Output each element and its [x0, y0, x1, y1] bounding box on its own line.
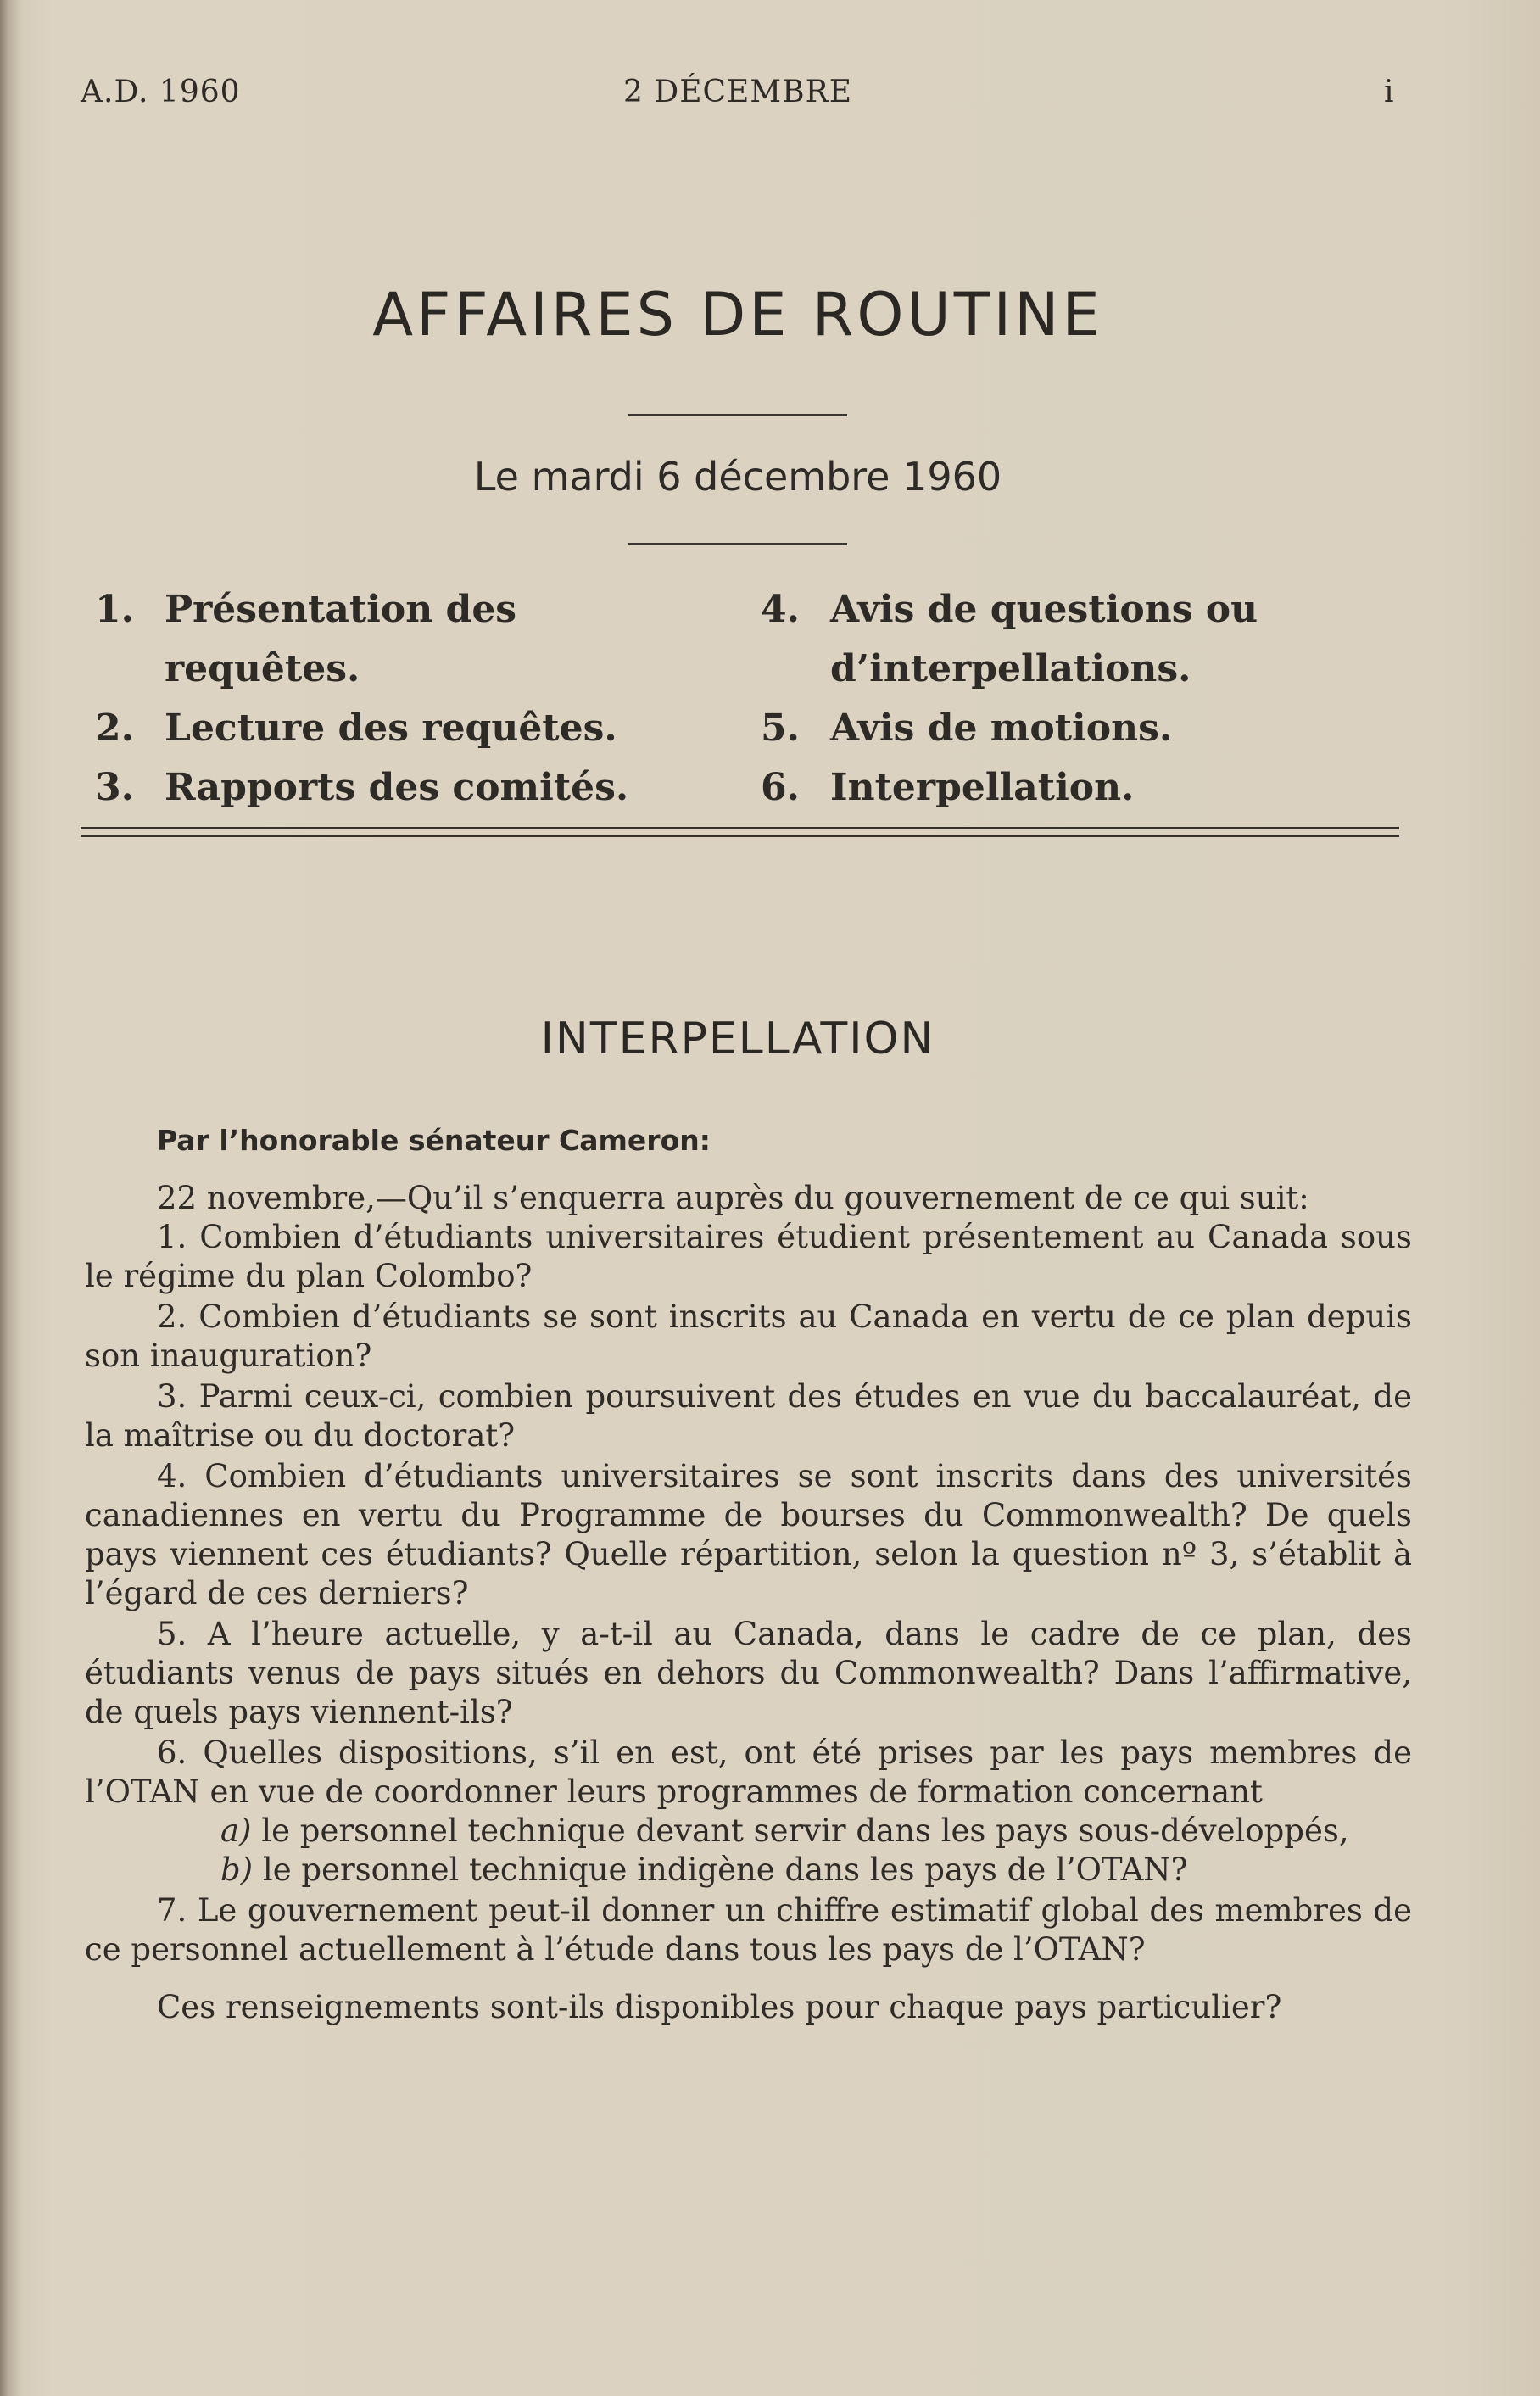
rule-line — [81, 835, 1399, 837]
byline: Par l’honorable sénateur Cameron: — [157, 1124, 711, 1157]
agenda-item-number: 1. — [95, 588, 134, 631]
agenda-column-right — [761, 580, 1405, 818]
agenda-item-text: Lecture des requêtes. — [165, 707, 617, 750]
section-heading: INTERPELLATION — [540, 1014, 935, 1064]
interpellation-body — [85, 1179, 1412, 2027]
header-year: A.D. 1960 — [81, 75, 241, 109]
agenda-item-number: 5. — [761, 707, 800, 750]
question-5: 5. A l’heure actuelle, y a-t-il au Canada, dans le cadre de ce plan, des étudiants venus de pays situés en dehors du Commonwealth? Dans l’affirmative, de quels pays viennent-ils? — [85, 1616, 1412, 1730]
agenda-item-number: 3. — [95, 766, 134, 809]
agenda-column-left — [95, 580, 689, 818]
question-2: 2. Combien d’étudiants se sont inscrits au Canada en vertu de ce plan depuis son inauguration? — [85, 1299, 1412, 1374]
header-date: 2 DÉCEMBRE — [622, 75, 852, 109]
agenda-item — [761, 580, 1405, 699]
question-4: 4. Combien d’étudiants universitaires se sont inscrits dans des universités canadiennes en vertu du Programme de bourses du Commonwealth? De quels pays viennent ces étudiants? Quelle répartition, selon la question nº 3, s’établit à l’égard de ces derniers? — [85, 1458, 1412, 1611]
agenda-item-number: 6. — [761, 766, 800, 809]
agenda-item-number: 2. — [95, 707, 134, 750]
agenda-item-text: Avis de questions ou d’interpellations. — [830, 588, 1258, 690]
agenda-item — [761, 699, 1405, 758]
item-text: le personnel technique devant servir dans les pays sous-développés, — [261, 1812, 1349, 1849]
item-letter: a) — [220, 1812, 252, 1849]
agenda-item — [761, 758, 1405, 818]
agenda-item-text: Avis de motions. — [830, 707, 1173, 750]
agenda-item — [95, 699, 689, 758]
agenda-item — [95, 580, 689, 699]
agenda-item-number: 4. — [761, 588, 800, 631]
question-7: 7. Le gouvernement peut-il donner un chiffre estimatif global des membres de ce personnel actuellement à l’étude dans tous les pays de l’OTAN? — [85, 1892, 1412, 1968]
rule-line — [81, 827, 1399, 829]
question-6-item-b — [85, 1851, 1412, 1890]
agenda-item-text: Présentation des requêtes. — [165, 588, 517, 690]
date-divider — [628, 543, 847, 545]
closing-question: Ces renseignements sont-ils disponibles pour chaque pays particulier? — [157, 1989, 1282, 2025]
question-3: 3. Parmi ceux-ci, combien poursuivent des études en vue du baccalauréat, de la maîtrise ou du doctorat? — [85, 1378, 1412, 1454]
agenda-item-text: Interpellation. — [830, 766, 1135, 809]
title-divider — [628, 414, 847, 416]
agenda-item-text: Rapports des comités. — [165, 766, 629, 809]
agenda-item — [95, 758, 689, 818]
item-text: le personnel technique indigène dans les pays de l’OTAN? — [262, 1851, 1188, 1888]
sitting-date: Le mardi 6 décembre 1960 — [473, 454, 1002, 500]
running-header — [0, 75, 1540, 117]
question-6-item-a — [85, 1812, 1412, 1851]
page-number: i — [1384, 75, 1395, 109]
intro-paragraph: 22 novembre,—Qu’il s’enquerra auprès du gouvernement de ce qui suit: — [157, 1180, 1309, 1216]
section-double-rule — [81, 827, 1399, 839]
page-title: AFFAIRES DE ROUTINE — [372, 280, 1103, 349]
question-1: 1. Combien d’étudiants universitaires étudient présentement au Canada sous le régime du plan Colombo? — [85, 1219, 1412, 1294]
item-letter: b) — [220, 1851, 254, 1888]
question-6: 6. Quelles dispositions, s’il en est, ont été prises par les pays membres de l’OTAN en vue de coordonner leurs programmes de formation concernant — [85, 1734, 1412, 1810]
